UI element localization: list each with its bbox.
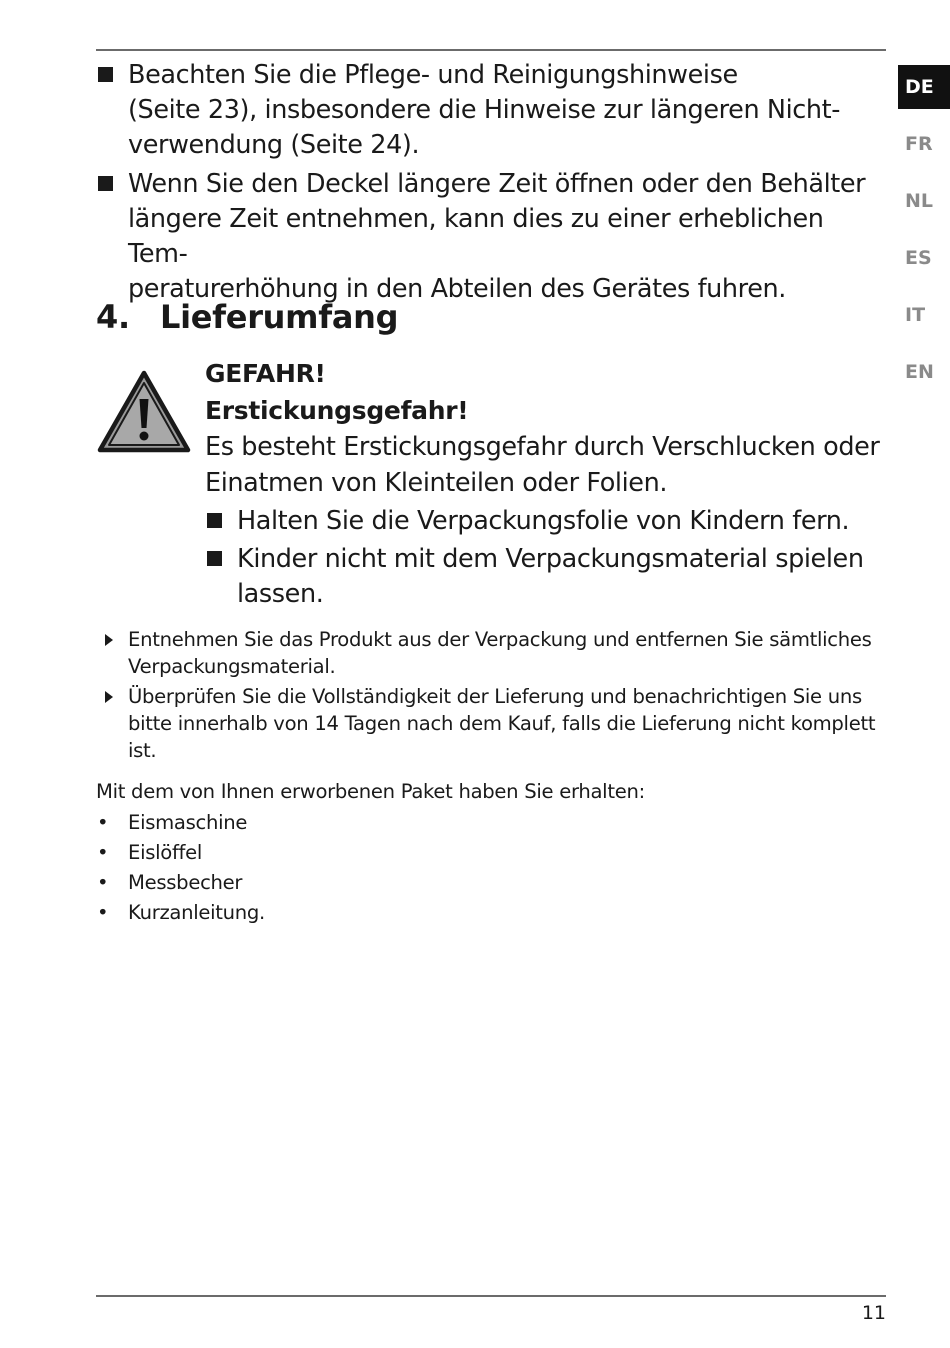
instruction-line: bitte innerhalb von 14 Tagen nach dem Kauf, falls die Lieferung nicht komplett [128, 712, 876, 735]
arrow-right-icon [105, 691, 113, 703]
list-item-label: Messbecher [128, 871, 243, 894]
list-item-line: verwendung (Seite 24). [128, 130, 420, 160]
danger-heading: GEFAHR! [205, 359, 326, 388]
contents-list [96, 808, 265, 928]
lang-tab-fr[interactable]: FR [905, 133, 933, 155]
lang-tab-es[interactable]: ES [905, 247, 932, 269]
list-item-label: Eismaschine [128, 811, 248, 834]
list-item [96, 58, 886, 163]
list-item [205, 542, 885, 612]
section-title: Lieferumfang [160, 298, 399, 336]
list-item-line: Kinder nicht mit dem Verpackungsmaterial spielen [237, 544, 864, 574]
square-bullet-icon [98, 67, 113, 82]
instruction-item [96, 626, 886, 680]
list-item [96, 838, 265, 868]
list-item-line: Halten Sie die Verpackungsfolie von Kindern fern. [237, 506, 850, 536]
list-item-label: Kurzanleitung. [128, 901, 265, 924]
list-item-label: Eislöffel [128, 841, 203, 864]
instruction-line: Entnehmen Sie das Produkt aus der Verpackung und entfernen Sie sämtliches [128, 628, 872, 651]
dot-bullet-icon: • [97, 871, 109, 894]
instruction-line: Verpackungsmaterial. [128, 655, 336, 678]
lang-tab-nl[interactable]: NL [905, 190, 934, 212]
danger-text-line: Es besteht Erstickungsgefahr durch Verschlucken oder [205, 432, 880, 462]
danger-notice [205, 355, 885, 612]
list-item-line: Beachten Sie die Pflege- und Reinigungshinweise [128, 60, 738, 90]
bottom-rule [96, 1295, 886, 1297]
top-rule [96, 49, 886, 51]
lang-tab-it[interactable]: IT [905, 304, 926, 326]
language-tabs [898, 65, 950, 407]
list-item-line: peraturerhöhung in den Abteilen des Gerätes fuhren. [128, 274, 786, 304]
danger-subheading: Erstickungsgefahr! [205, 396, 469, 425]
care-notes-list [96, 58, 886, 307]
list-item-line: längere Zeit entnehmen, kann dies zu einer erheblichen Tem- [128, 204, 824, 269]
instruction-line: ist. [128, 739, 157, 762]
list-item-line: lassen. [237, 579, 324, 609]
instruction-list [96, 626, 886, 764]
dot-bullet-icon: • [97, 901, 109, 924]
list-item [96, 808, 265, 838]
contents-intro: Mit dem von Ihnen erworbenen Paket haben Sie erhalten: [96, 780, 645, 803]
list-item [96, 868, 265, 898]
page-number: 11 [861, 1302, 886, 1324]
danger-text-line: Einatmen von Kleinteilen oder Folien. [205, 468, 668, 498]
square-bullet-icon [98, 176, 113, 191]
section-number: 4. [96, 298, 130, 336]
instruction-line: Überprüfen Sie die Vollständigkeit der Lieferung und benachrichtigen Sie uns [128, 685, 862, 708]
list-item [96, 167, 886, 307]
list-item [96, 898, 265, 928]
section-heading [96, 295, 398, 339]
list-item [205, 504, 885, 539]
dot-bullet-icon: • [97, 841, 109, 864]
warning-triangle-icon [97, 370, 191, 454]
arrow-right-icon [105, 634, 113, 646]
dot-bullet-icon: • [97, 811, 109, 834]
list-item-line: (Seite 23), insbesondere die Hinweise zur längeren Nicht- [128, 95, 841, 125]
list-item-line: Wenn Sie den Deckel längere Zeit öffnen oder den Behälter [128, 169, 866, 199]
square-bullet-icon [207, 551, 222, 566]
square-bullet-icon [207, 513, 222, 528]
lang-tab-de[interactable]: DE [898, 65, 950, 109]
lang-tab-en[interactable]: EN [905, 361, 934, 383]
instruction-item [96, 683, 886, 764]
